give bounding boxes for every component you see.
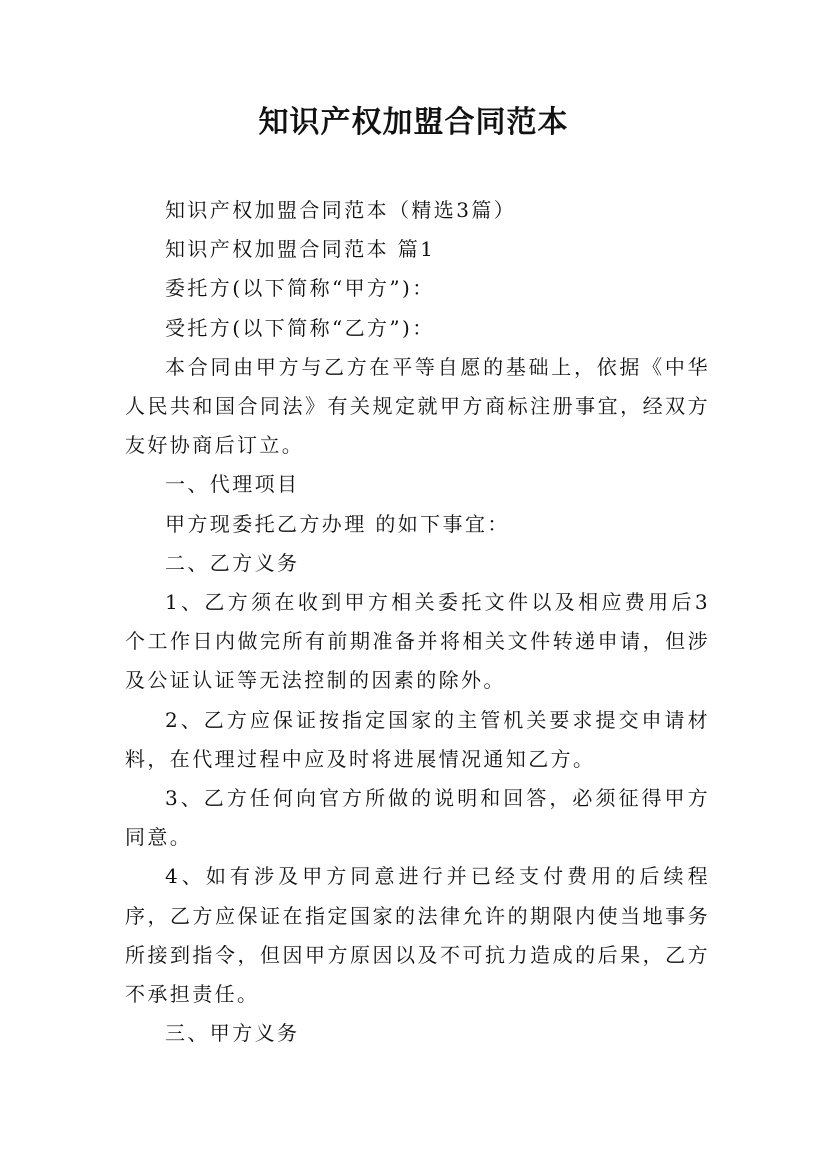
paragraph-section-heading: 知识产权加盟合同范本 篇1 — [165, 237, 436, 262]
clause-1: 1、乙方须在收到甲方相关委托文件以及相应费用后3个工作日内做完所有前期准备并将相关文件转递申请，但涉及公证认证等无法控制的因素的除外。 — [125, 590, 710, 693]
paragraph-entrust: 甲方现委托乙方办理 的如下事宜： — [165, 511, 510, 536]
paragraph-client: 委托方(以下简称“甲方”)： — [165, 276, 435, 301]
heading-agency-items: 一、代理项目 — [165, 472, 300, 497]
heading-party-a-obligations: 三、甲方义务 — [165, 1021, 300, 1046]
clause-4: 4、如有涉及甲方同意进行并已经支付费用的后续程序，乙方应保证在指定国家的法律允许的期限内使当地事务所接到指令，但因甲方原因以及不可抗力造成的后果，乙方不承担责任。 — [125, 864, 710, 1007]
document-title: 知识产权加盟合同范本 — [258, 105, 569, 140]
heading-party-b-obligations: 二、乙方义务 — [165, 550, 300, 575]
paragraph-preamble: 本合同由甲方与乙方在平等自愿的基础上，依据《中华人民共和国合同法》有关规定就甲方商标注册事宜，经双方友好协商后订立。 — [125, 354, 710, 458]
paragraph-agent: 受托方(以下简称“乙方”)： — [165, 315, 435, 340]
paragraph-intro: 知识产权加盟合同范本（精选3篇） — [165, 198, 517, 222]
document-body — [125, 191, 710, 1053]
clause-3: 3、乙方任何向官方所做的说明和回答，必须征得甲方同意。 — [125, 786, 710, 850]
clause-2: 2、乙方应保证按指定国家的主管机关要求提交申请材料，在代理过程中应及时将进展情况通知乙方。 — [125, 707, 710, 771]
